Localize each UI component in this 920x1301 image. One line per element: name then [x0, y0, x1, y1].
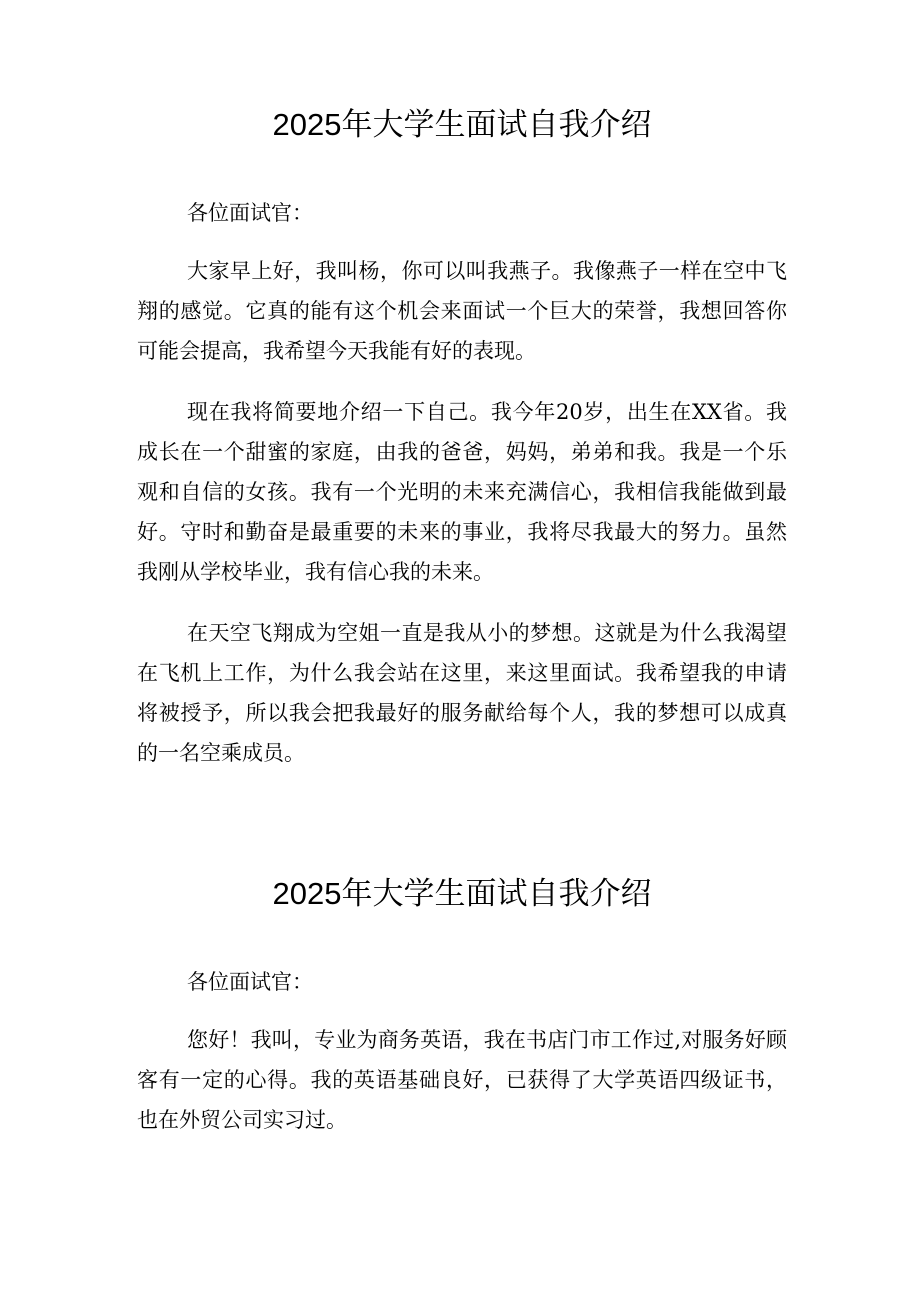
section-title: 2025年大学生面试自我介绍: [272, 107, 652, 142]
salutation: 各位面试官：: [187, 201, 313, 225]
body-paragraph: 在天空飞翔成为空姐一直是我从小的梦想。这就是为什么我渴望在飞机上工作，为什么我会站在这里，来这里面试。我希望我的申请将被授予，所以我会把我最好的服务献给每个人，我的梦想可以成真的一名空乘成员。: [137, 621, 787, 765]
body-paragraph: 现在我将简要地介绍一下自己。我今年20岁，出生在XX省。我成长在一个甜蜜的家庭，由我的爸爸，妈妈，弟弟和我。我是一个乐观和自信的女孩。我有一个光明的未来充满信心，我相信我能做到最好。守时和勤奋是最重要的未来的事业，我将尽我最大的努力。虽然我刚从学校毕业，我有信心我的未来。: [137, 400, 787, 584]
body-paragraph: 大家早上好，我叫杨，你可以叫我燕子。我像燕子一样在空中飞翔的感觉。它真的能有这个机会来面试一个巨大的荣誉，我想回答你可能会提高，我希望今天我能有好的表现。: [137, 259, 787, 363]
section-title: 2025年大学生面试自我介绍: [272, 876, 652, 911]
salutation: 各位面试官：: [187, 970, 313, 994]
speech-section-2: [137, 872, 787, 1140]
body-paragraph: 您好！我叫，专业为商务英语，我在书店门市工作过,对服务好顾客有一定的心得。我的英语基础良好，已获得了大学英语四级证书，也在外贸公司实习过。: [137, 1028, 787, 1132]
speech-section-1: [137, 103, 787, 773]
